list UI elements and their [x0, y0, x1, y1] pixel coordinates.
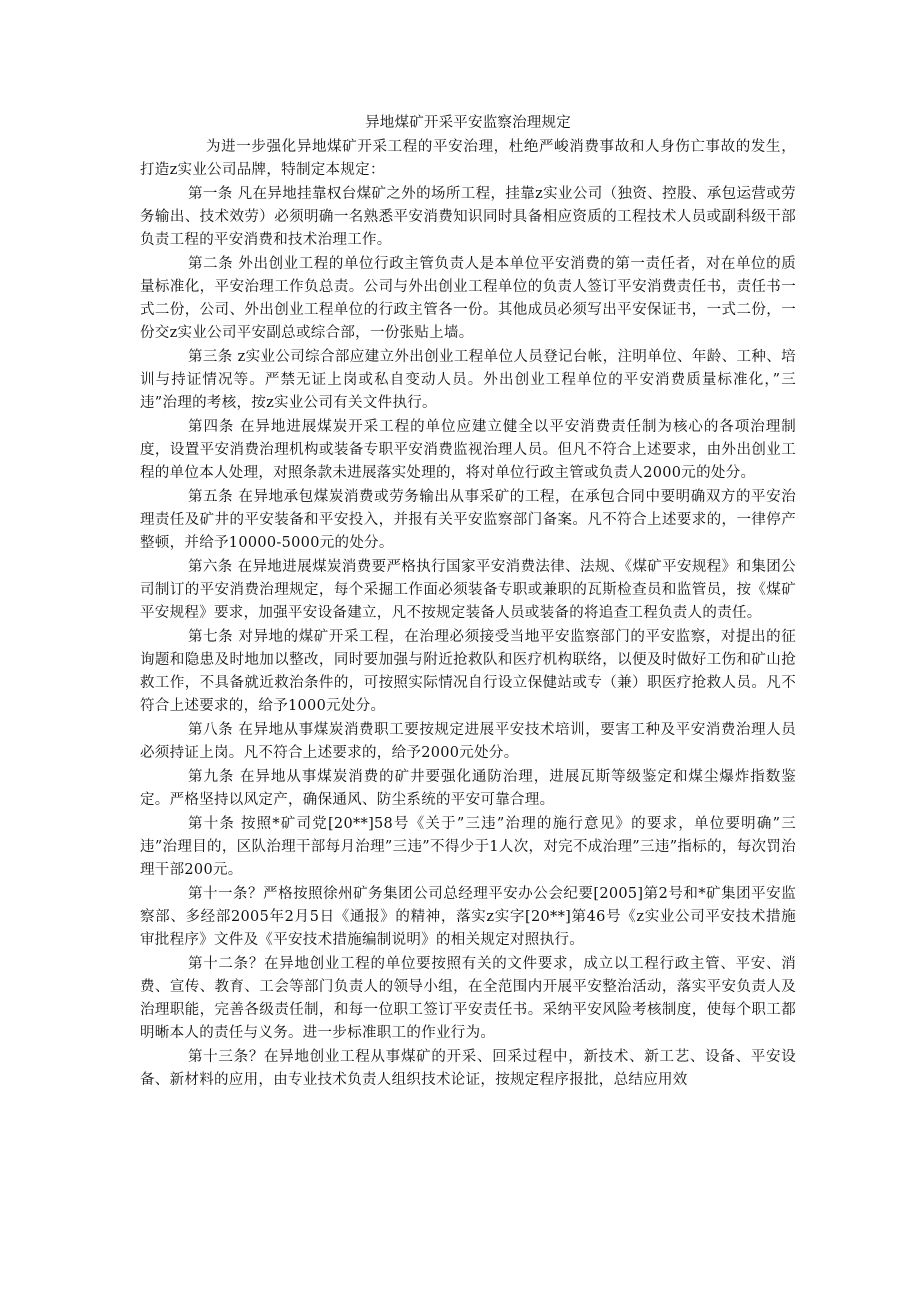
article-5: 第五条 在异地承包煤炭消费或劳务输出从事采矿的工程，在承包合同中要明确双方的平安治理责任及矿井的平安装备和平安投入，并报有关平安监察部门备案。凡不符合上述要求的，一律停产整顿，并给予10000-5000元的处分。: [140, 489, 796, 551]
article-4: 第四条 在异地进展煤炭开采工程的单位应建立健全以平安消费责任制为核心的各项治理制度，设置平安消费治理机构或装备专职平安消费监视治理人员。但凡不符合上述要求，由外出创业工程的单位本人处理，对照条款未进展落实处理的，将对单位行政主管或负责人2000元的处分。: [140, 419, 796, 481]
article-3: 第三条 z实业公司综合部应建立外出创业工程单位人员登记台帐，注明单位、年龄、工种、培训与持证情况等。严禁无证上岗或私自变动人员。外出创业工程单位的平安消费质量标准化，”三违”治理的考核，按z实业公司有关文件执行。: [140, 349, 796, 411]
article-11: 第十一条？严格按照徐州矿务集团公司总经理平安办公会纪要[2005]第2号和*矿集团平安监察部、多经部2005年2月5日《通报》的精神，落实z实字[20**]第46号《z实业公司平安技术措施审批程序》文件及《平安技术措施编制说明》的相关规定对照执行。: [140, 886, 796, 948]
article-10: 第十条 按照*矿司党[20**]58号《关于”三违”治理的施行意见》的要求，单位要明确”三违”治理目的，区队治理干部每月治理”三违”不得少于1人次，对完不成治理”三违”指标的，每次罚治理干部200元。: [140, 816, 796, 878]
article-13: 第十三条？在异地创业工程从事煤矿的开采、回采过程中，新技术、新工艺、设备、平安设备、新材料的应用，由专业技术负责人组织技术论证，按规定程序报批，总结应用效: [140, 1049, 796, 1088]
article-1: 第一条 凡在异地挂靠权台煤矿之外的场所工程，挂靠z实业公司（独资、控股、承包运营或劳务输出、技术效劳）必须明确一名熟悉平安消费知识同时具备相应资质的工程技术人员或副科级干部负责工程的平安消费和技术治理工作。: [140, 186, 796, 248]
document-page: [140, 112, 796, 1093]
article-9: 第九条 在异地从事煤炭消费的矿井要强化通防治理，进展瓦斯等级鉴定和煤尘爆炸指数鉴定。严格坚持以风定产，确保通风、防尘系统的平安可靠合理。: [140, 769, 796, 808]
intro-paragraph: 为进一步强化异地煤矿开采工程的平安治理，杜绝严峻消费事故和人身伤亡事故的发生，打造z实业公司品牌，特制定本规定：: [140, 139, 796, 178]
document-title: 异地煤矿开采平安监察治理规定: [365, 115, 571, 131]
article-2: 第二条 外出创业工程的单位行政主管负责人是本单位平安消费的第一责任者，对在单位的质量标准化，平安治理工作负总责。公司与外出创业工程单位的负责人签订平安消费责任书，责任书一式二份，公司、外出创业工程单位的行政主管各一份。其他成员必须写出平安保证书，一式二份，一份交z实业公司平安副总或综合部，一份张贴上墙。: [140, 256, 796, 341]
article-6: 第六条 在异地进展煤炭消费要严格执行国家平安消费法律、法规、《煤矿平安规程》和集团公司制订的平安消费治理规定，每个采掘工作面必须装备专职或兼职的瓦斯检查员和监管员，按《煤矿平安规程》要求，加强平安设备建立，凡不按规定装备人员或装备的将追查工程负责人的责任。: [140, 559, 796, 621]
article-7: 第七条 对异地的煤矿开采工程，在治理必须接受当地平安监察部门的平安监察，对提出的征询题和隐患及时地加以整改，同时要加强与附近抢救队和医疗机构联络，以便及时做好工伤和矿山抢救工作，不具备就近救治条件的，可按照实际情况自行设立保健站或专（兼）职医疗抢救人员。凡不符合上述要求的，给予1000元处分。: [140, 629, 796, 714]
article-12: 第十二条？在异地创业工程的单位要按照有关的文件要求，成立以工程行政主管、平安、消费、宣传、教育、工会等部门负责人的领导小组，在全范围内开展平安整治活动，落实平安负责人及治理职能，完善各级责任制，和每一位职工签订平安责任书。采纳平安风险考核制度，使每个职工都明晰本人的责任与义务。进一步标准职工的作业行为。: [140, 956, 796, 1041]
article-8: 第八条 在异地从事煤炭消费职工要按规定进展平安技术培训，要害工种及平安消费治理人员必须持证上岗。凡不符合上述要求的，给予2000元处分。: [140, 722, 796, 761]
